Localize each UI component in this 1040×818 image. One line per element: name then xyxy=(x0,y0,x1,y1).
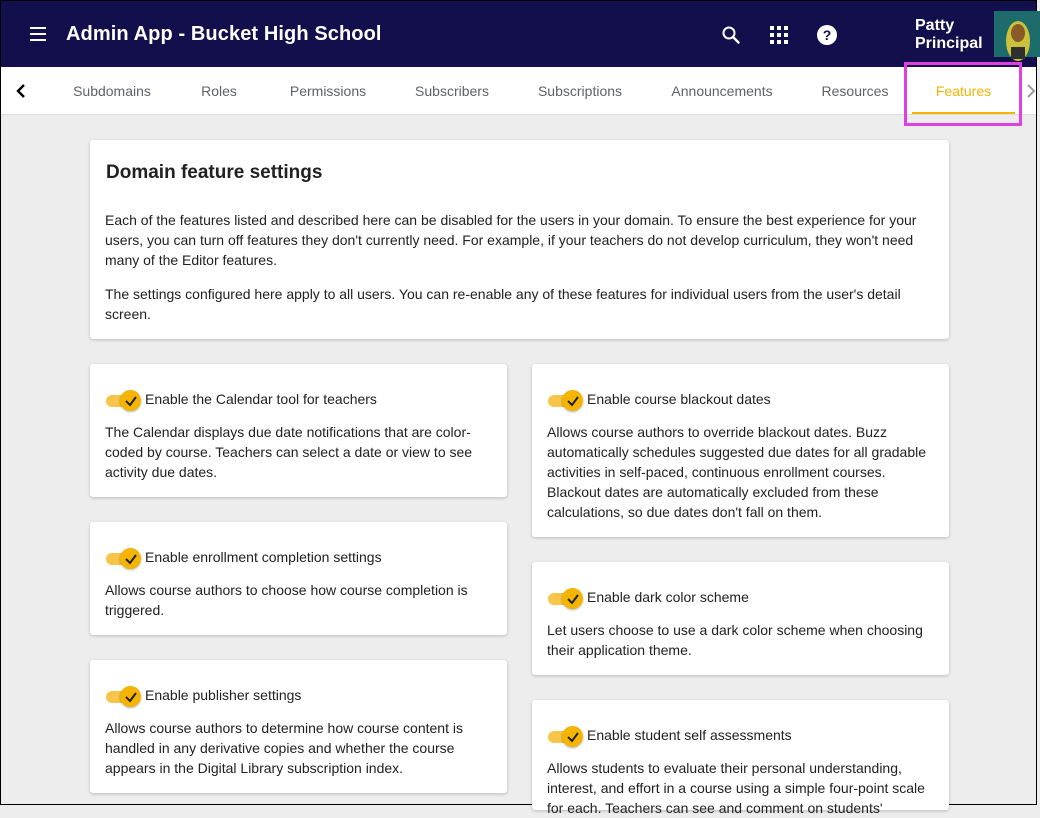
feature-label: Enable the Calendar tool for teachers xyxy=(145,391,377,407)
tab-roles[interactable]: Roles xyxy=(201,83,237,99)
feature-description: Allows course authors to determine how course content is handled in any derivative copies and whether the course appears in the Digital Library subscription index. xyxy=(105,720,463,776)
dark-scheme-toggle[interactable] xyxy=(548,588,582,608)
user-name[interactable]: Patty Principal xyxy=(915,17,983,52)
tab-subscriptions[interactable]: Subscriptions xyxy=(537,83,623,99)
check-icon xyxy=(124,394,138,408)
feature-card-calendar xyxy=(90,364,507,497)
app-title: Admin App - Bucket High School xyxy=(66,22,382,45)
check-icon xyxy=(566,730,580,744)
check-icon xyxy=(124,552,138,566)
feature-card-dark-scheme xyxy=(532,562,949,675)
feature-label: Enable enrollment completion settings xyxy=(145,549,382,565)
svg-text:?: ? xyxy=(822,27,832,43)
feature-label: Enable dark color scheme xyxy=(587,589,749,605)
tab-resources[interactable]: Resources xyxy=(821,83,889,99)
check-icon xyxy=(566,592,580,606)
publisher-toggle[interactable] xyxy=(106,686,140,706)
intro-card xyxy=(90,140,949,339)
calendar-toggle[interactable] xyxy=(106,390,140,410)
apps-grid-icon[interactable] xyxy=(759,18,799,52)
tab-subscribers[interactable]: Subscribers xyxy=(415,83,489,99)
blackout-toggle[interactable] xyxy=(548,390,582,410)
app-bar xyxy=(1,1,1036,67)
search-icon[interactable] xyxy=(711,18,751,52)
tab-features[interactable]: Features xyxy=(935,83,992,99)
feature-card-blackout xyxy=(532,364,949,537)
feature-description: The Calendar displays due date notifications that are color- coded by course. Teachers can select a date or view to see activity due dates. xyxy=(105,424,473,480)
feature-label: Enable course blackout dates xyxy=(587,391,771,407)
tab-subdomains[interactable]: Subdomains xyxy=(73,83,151,99)
tab-permissions[interactable]: Permissions xyxy=(289,83,367,99)
active-tab-indicator xyxy=(912,112,1015,114)
tab-bar xyxy=(1,67,1036,115)
check-icon xyxy=(566,394,580,408)
feature-description: Allows students to evaluate their personal understanding, interest, and effort in a course using a simple four-point scale for each. Teachers can see and comment on students' xyxy=(547,760,925,816)
tab-announcements[interactable]: Announcements xyxy=(671,83,773,99)
feature-description: Allows course authors to override blackout dates. Buzz automatically schedules suggested due dates for all gradable activities in self-paced, continuous enrollment courses. Blackout dates are automatically excluded from these calculations, so due dates don't fall on them. xyxy=(547,424,927,520)
page-title: Domain feature settings xyxy=(106,162,323,183)
feature-label: Enable publisher settings xyxy=(145,687,302,703)
chevron-right-icon[interactable] xyxy=(1025,79,1037,103)
chevron-left-icon[interactable] xyxy=(11,79,31,103)
feature-card-self-assessment xyxy=(532,700,949,816)
feature-card-publisher xyxy=(90,660,507,793)
intro-paragraph-2: The settings configured here apply to all users. You can re-enable any of these features for individual users from the user's detail screen. xyxy=(105,286,901,322)
help-icon[interactable] xyxy=(807,18,847,52)
feature-label: Enable student self assessments xyxy=(587,727,792,743)
avatar[interactable] xyxy=(994,11,1040,57)
self-assessment-toggle[interactable] xyxy=(548,726,582,746)
feature-description: Allows course authors to choose how course completion is triggered. xyxy=(105,582,468,618)
feature-card-enrollment xyxy=(90,522,507,635)
enrollment-toggle[interactable] xyxy=(106,548,140,568)
menu-icon[interactable] xyxy=(30,22,54,46)
check-icon xyxy=(124,690,138,704)
feature-description: Let users choose to use a dark color scheme when choosing their application theme. xyxy=(547,622,923,658)
intro-paragraph: Each of the features listed and described here can be disabled for the users in your domain. To ensure the best experience for your users, you can turn off features they don't currently need. For example, if your teachers do not develop curriculum, they won't need many of the Editor features. xyxy=(105,212,917,268)
